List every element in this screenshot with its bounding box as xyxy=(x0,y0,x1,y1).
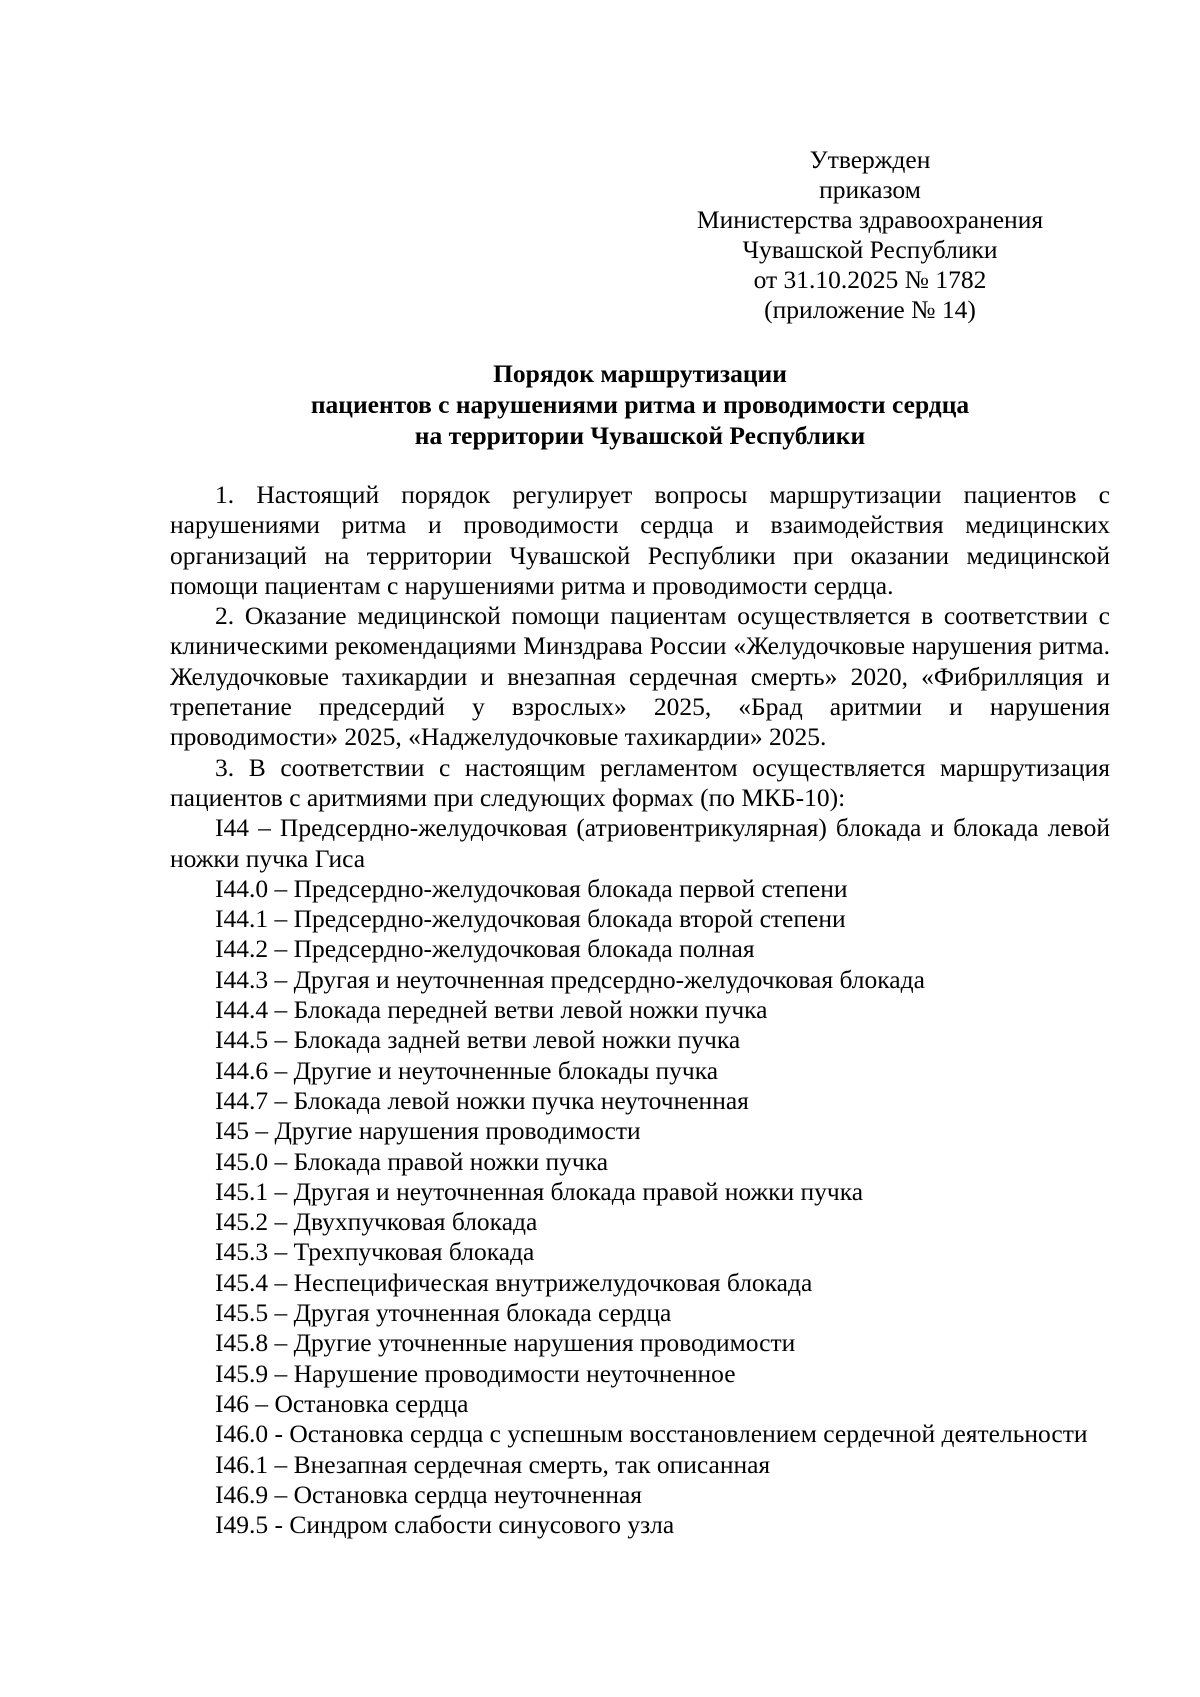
code-i44-heading: I44 – Предсердно-желудочковая (атриовентрикулярная) блокада и блокада левой ножки пучка Гиса xyxy=(170,813,1110,873)
title-line: Порядок маршрутизации xyxy=(493,359,787,388)
icd-code-list xyxy=(170,874,1110,1541)
title-line: на территории Чувашской Республики xyxy=(414,421,866,450)
icd-code-item: I44.4 – Блокада передней ветви левой ножки пучка xyxy=(215,995,768,1025)
icd-code-item: I44.3 – Другая и неуточненная предсердно-желудочковая блокада xyxy=(215,964,925,994)
icd-code-item: I44.7 – Блокада левой ножки пучка неуточненная xyxy=(215,1085,749,1115)
icd-code-item: I45.3 – Трехпучковая блокада xyxy=(215,1237,535,1267)
icd-code-item: I45.9 – Нарушение проводимости неуточненное xyxy=(215,1358,736,1388)
approval-block xyxy=(660,145,1080,325)
approval-line: Утвержден xyxy=(809,145,931,174)
icd-code-item: I45.4 – Неспецифическая внутрижелудочковая блокада xyxy=(215,1267,813,1297)
icd-code-item: I44.6 – Другие и неуточненные блокады пучка xyxy=(215,1055,719,1085)
approval-line: приказом xyxy=(819,175,921,204)
icd-code-item: I44.1 – Предсердно-желудочковая блокада второй степени xyxy=(215,904,846,934)
icd-code-item: I46 – Остановка сердца xyxy=(215,1388,469,1418)
paragraph-3: 3. В соответствии с настоящим регламентом осуществляется маршрутизация пациентов с аритмиями при следующих формах (по МКБ-10): xyxy=(170,752,1110,812)
icd-code-item: I45.0 – Блокада правой ножки пучка xyxy=(215,1146,609,1176)
icd-code-item: I45.8 – Другие уточненные нарушения проводимости xyxy=(215,1328,796,1358)
document-title xyxy=(170,358,1110,451)
title-line: пациентов с нарушениями ритма и проводимости сердца xyxy=(310,390,970,419)
approval-line: Министерства здравоохранения xyxy=(696,205,1044,234)
icd-code-item: I44.0 – Предсердно-желудочковая блокада первой степени xyxy=(215,873,848,903)
icd-code-item: I49.5 - Синдром слабости синусового узла xyxy=(215,1510,675,1540)
paragraph-1: 1. Настоящий порядок регулирует вопросы маршрутизации пациентов с нарушениями ритма и проводимости сердца и взаимодействия медицинских организаций на территории Чувашской Республики при оказании медицинской помощи пациентам с нарушениями ритма и проводимости сердца. xyxy=(170,480,1110,600)
icd-code-item: I46.0 - Остановка сердца с успешным восстановлением сердечной деятельности xyxy=(215,1419,1088,1449)
icd-code-item: I46.9 – Остановка сердца неуточненная xyxy=(215,1479,643,1509)
icd-code-item: I44.5 – Блокада задней ветви левой ножки пучка xyxy=(215,1025,741,1055)
paragraph-2: 2. Оказание медицинской помощи пациентам осуществляется в соответствии с клиническими рекомендациями Минздрава России «Желудочковые нарушения ритма. Желудочковые тахикардии и внезапная сердечная смерть» 2020, «Фибрилляция и трепетание предсердий у взрослых» 2025, «Брад аритмии и нарушения проводимости» 2025, «Наджелудочковые тахикардии» 2025. xyxy=(170,601,1110,752)
icd-code-item: I45.1 – Другая и неуточненная блокада правой ножки пучка xyxy=(215,1176,864,1206)
approval-line: (приложение № 14) xyxy=(764,295,976,324)
document-body xyxy=(170,480,1110,1540)
approval-line: от 31.10.2025 № 1782 xyxy=(753,265,987,294)
approval-line: Чувашской Республики xyxy=(742,235,998,264)
icd-code-item: I45.5 – Другая уточненная блокада сердца xyxy=(215,1298,672,1328)
icd-code-item: I44.2 – Предсердно-желудочковая блокада полная xyxy=(215,934,755,964)
icd-code-item: I45.2 – Двухпучковая блокада xyxy=(215,1207,538,1237)
icd-code-item: I45 – Другие нарушения проводимости xyxy=(215,1116,641,1146)
icd-code-item: I46.1 – Внезапная сердечная смерть, так описанная xyxy=(215,1449,771,1479)
